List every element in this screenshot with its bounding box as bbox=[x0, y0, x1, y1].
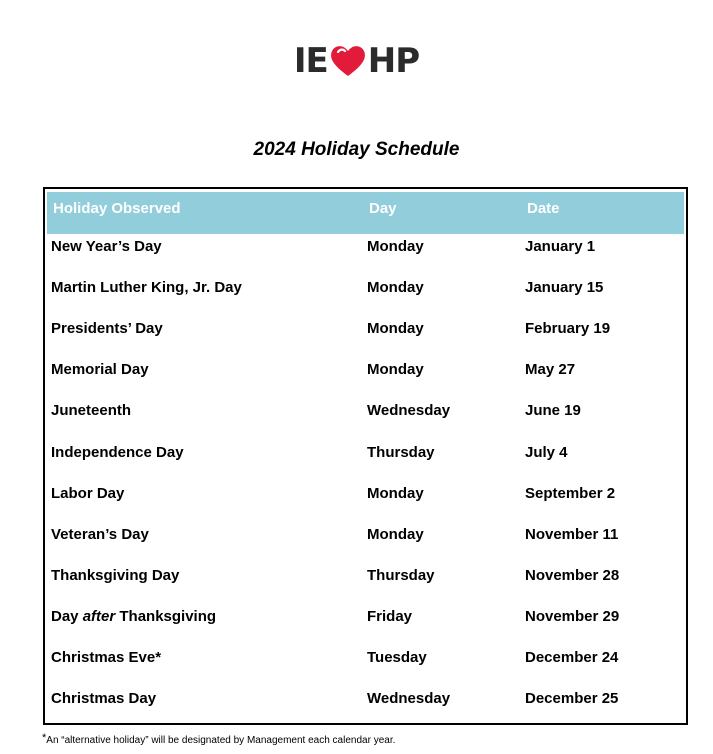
holiday-date: December 24 bbox=[525, 649, 619, 666]
holiday-day: Monday bbox=[367, 361, 424, 379]
holiday-date: January 15 bbox=[525, 279, 604, 297]
holiday-date: June 19 bbox=[525, 402, 581, 420]
holiday-name bbox=[51, 607, 216, 627]
table-row bbox=[45, 319, 686, 360]
table-row bbox=[45, 237, 686, 278]
holiday-day: Monday bbox=[367, 279, 424, 297]
holiday-name: New Year’s Day bbox=[51, 238, 162, 255]
table-row bbox=[45, 607, 686, 648]
holiday-name: Juneteenth bbox=[51, 402, 132, 420]
holiday-day: Wednesday bbox=[367, 402, 451, 420]
holiday-date: January 1 bbox=[525, 238, 596, 255]
holiday-date: December 25 bbox=[525, 690, 619, 708]
table-row bbox=[45, 401, 686, 442]
footnote-mark: * bbox=[42, 732, 47, 744]
footnote-text: An “alternative holiday” will be designated by Management each calendar year. bbox=[46, 735, 396, 746]
logo-text-left: IE bbox=[293, 41, 328, 81]
header-day: Day bbox=[369, 200, 397, 217]
holiday-date: February 19 bbox=[525, 320, 611, 338]
holiday-day: Friday bbox=[367, 607, 413, 625]
holiday-name: Martin Luther King, Jr. Day bbox=[51, 279, 242, 297]
table-row bbox=[45, 689, 686, 730]
table-header-row bbox=[47, 192, 684, 234]
table-row bbox=[45, 648, 686, 689]
holiday-day: Thursday bbox=[367, 443, 435, 461]
holiday-day: Thursday bbox=[367, 566, 435, 584]
holiday-name: Christmas Day bbox=[51, 690, 157, 708]
heart-icon bbox=[329, 44, 367, 87]
holiday-date: September 2 bbox=[525, 484, 616, 502]
holiday-day: Monday bbox=[367, 238, 424, 255]
holiday-table bbox=[43, 187, 688, 725]
header-date: Date bbox=[527, 200, 560, 217]
holiday-name-part: after bbox=[82, 607, 116, 625]
holiday-date: November 29 bbox=[525, 607, 620, 625]
holiday-name: Labor Day bbox=[51, 484, 125, 502]
footnote bbox=[42, 731, 395, 748]
table-row bbox=[45, 443, 686, 484]
header-holiday-observed: Holiday Observed bbox=[53, 200, 181, 217]
holiday-name: Memorial Day bbox=[51, 361, 149, 379]
holiday-day: Monday bbox=[367, 320, 424, 338]
table-row bbox=[45, 360, 686, 401]
holiday-day: Wednesday bbox=[367, 690, 451, 708]
holiday-date: November 11 bbox=[525, 525, 619, 543]
holiday-day: Monday bbox=[367, 484, 424, 502]
table-row bbox=[45, 566, 686, 607]
holiday-name: Independence Day bbox=[51, 443, 184, 461]
holiday-name: Christmas Eve* bbox=[51, 649, 162, 666]
holiday-day: Tuesday bbox=[367, 649, 427, 666]
holiday-date: November 28 bbox=[525, 566, 620, 584]
holiday-name: Veteran’s Day bbox=[51, 525, 149, 543]
holiday-date: July 4 bbox=[525, 443, 568, 461]
iehp-logo bbox=[0, 41, 713, 87]
table-row bbox=[45, 278, 686, 319]
page-title: 2024 Holiday Schedule bbox=[253, 139, 460, 160]
holiday-name: Presidents’ Day bbox=[51, 320, 163, 338]
logo-text-right: HP bbox=[367, 41, 420, 81]
holiday-day: Monday bbox=[367, 525, 424, 543]
table-row bbox=[45, 525, 686, 566]
table-row bbox=[45, 484, 686, 525]
holiday-name-part: Day bbox=[51, 607, 83, 625]
holiday-date: May 27 bbox=[525, 361, 576, 379]
holiday-name-part: Thanksgiving bbox=[115, 607, 217, 625]
holiday-name: Thanksgiving Day bbox=[51, 566, 180, 584]
